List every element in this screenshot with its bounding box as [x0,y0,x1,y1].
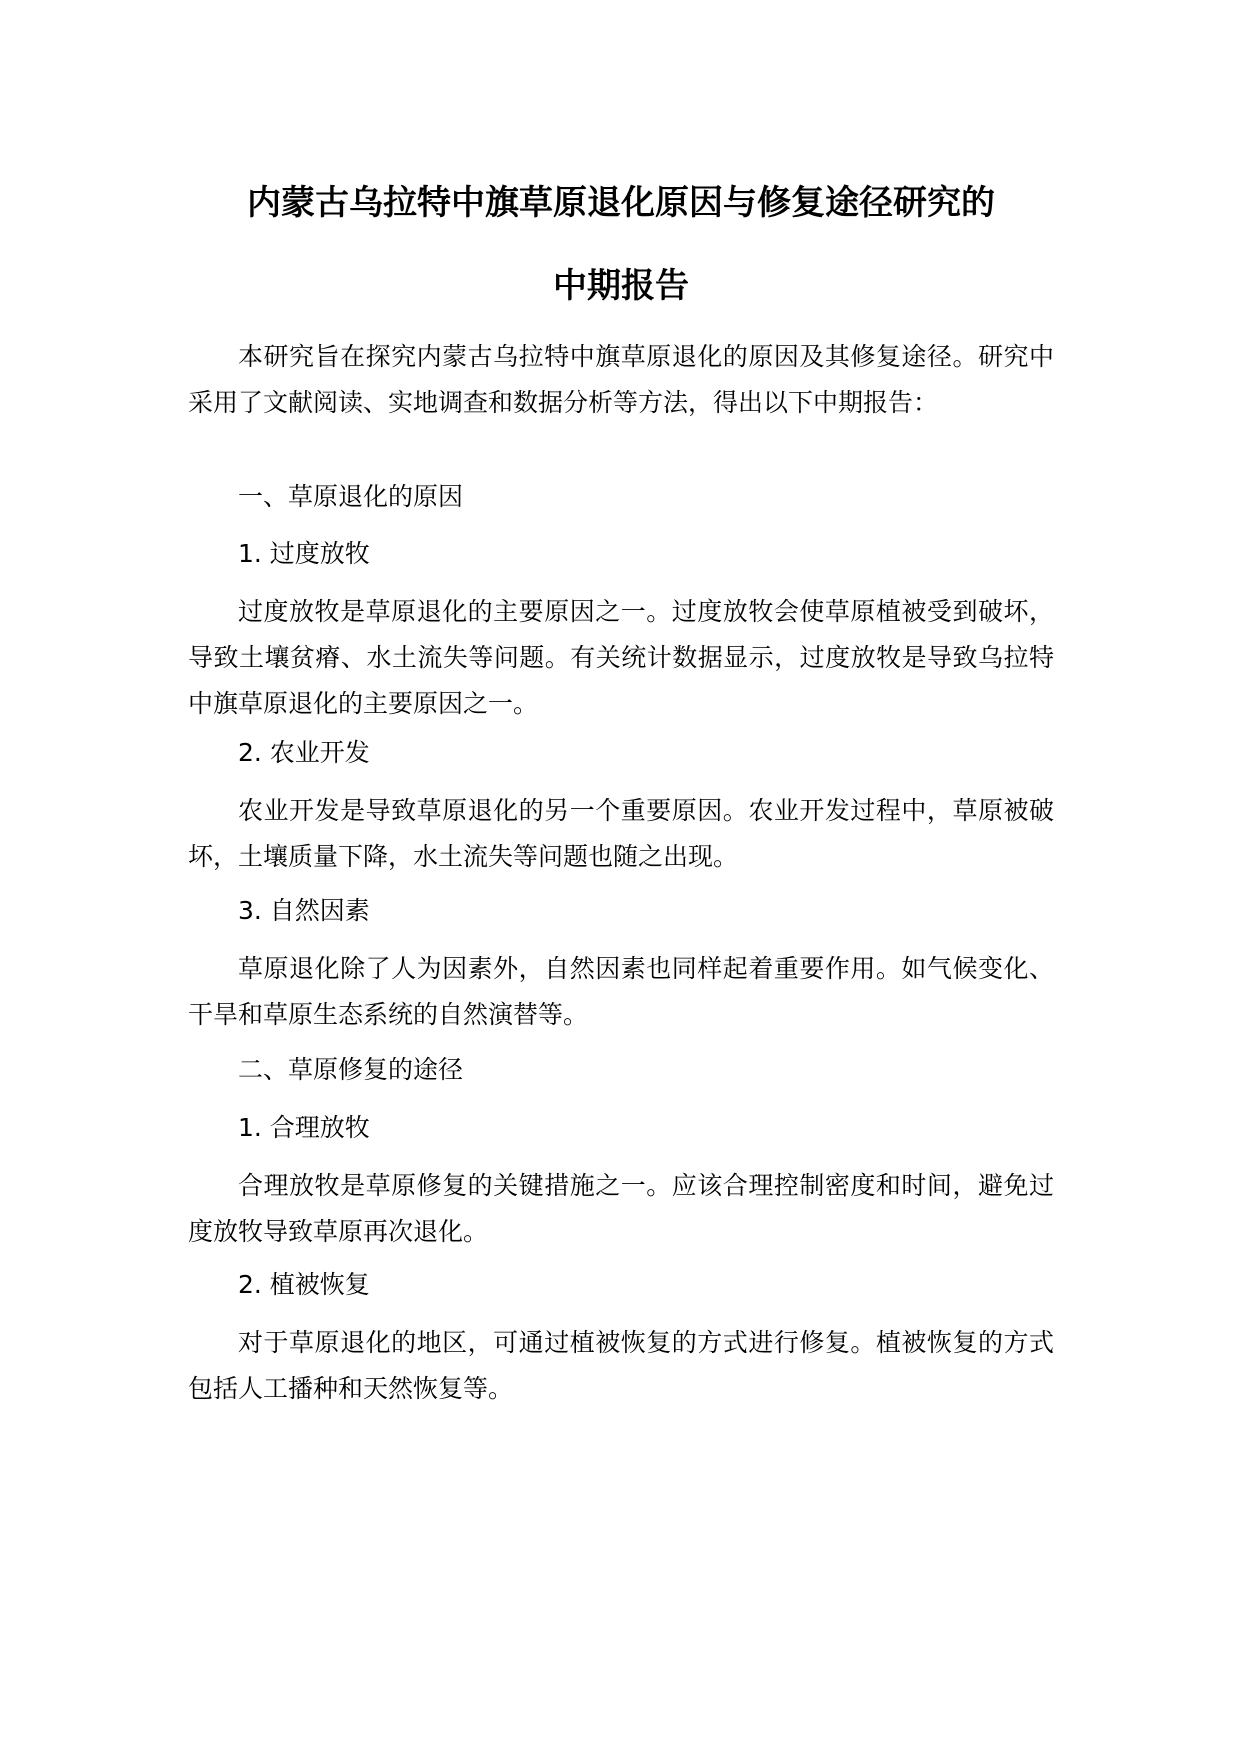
section-heading: 一、草原退化的原因 [238,482,464,511]
subsection-heading: 1. 合理放牧 [238,1113,370,1142]
intro-paragraph: 本研究旨在探究内蒙古乌拉特中旗草原退化的原因及其修复途径。研究中采用了文献阅读、实地调查和数据分析等方法，得出以下中期报告： [188,342,1054,417]
paragraph-natural-factors [188,946,1054,1038]
subsection-agriculture [188,730,1054,776]
body-paragraph: 合理放牧是草原修复的关键措施之一。应该合理控制密度和时间，避免过度放牧导致草原再次退化。 [188,1171,1054,1246]
document-title-line-2: 中期报告 [553,266,689,306]
intro-block [188,334,1054,426]
subsection-natural-factors [188,888,1054,934]
paragraph-agriculture [188,788,1054,880]
section-heading: 二、草原修复的途径 [238,1055,464,1084]
body-paragraph: 对于草原退化的地区，可通过植被恢复的方式进行修复。植被恢复的方式包括人工播种和天然恢复等。 [188,1328,1054,1403]
body-paragraph: 草原退化除了人为因素外，自然因素也同样起着重要作用。如气候变化、干旱和草原生态系统的自然演替等。 [188,954,1054,1029]
section-2-block [188,1047,1054,1093]
subsection-heading: 2. 农业开发 [238,738,370,767]
subsection-rational-grazing [188,1105,1054,1151]
body-paragraph: 过度放牧是草原退化的主要原因之一。过度放牧会使草原植被受到破坏，导致土壤贫瘠、水土流失等问题。有关统计数据显示，过度放牧是导致乌拉特中旗草原退化的主要原因之一。 [188,597,1054,718]
subsection-heading: 3. 自然因素 [238,896,370,925]
section-1-block [188,474,1054,520]
subsection-overgrazing [188,531,1054,577]
paragraph-vegetation-restoration [188,1320,1054,1412]
paragraph-overgrazing [188,589,1054,727]
document-title-line-1: 内蒙古乌拉特中旗草原退化原因与修复途径研究的 [247,183,995,223]
subsection-heading: 2. 植被恢复 [238,1270,370,1299]
subsection-vegetation-restoration [188,1262,1054,1308]
body-paragraph: 农业开发是导致草原退化的另一个重要原因。农业开发过程中，草原被破坏，土壤质量下降，水土流失等问题也随之出现。 [188,796,1054,871]
subsection-heading: 1. 过度放牧 [238,539,370,568]
paragraph-rational-grazing [188,1163,1054,1255]
